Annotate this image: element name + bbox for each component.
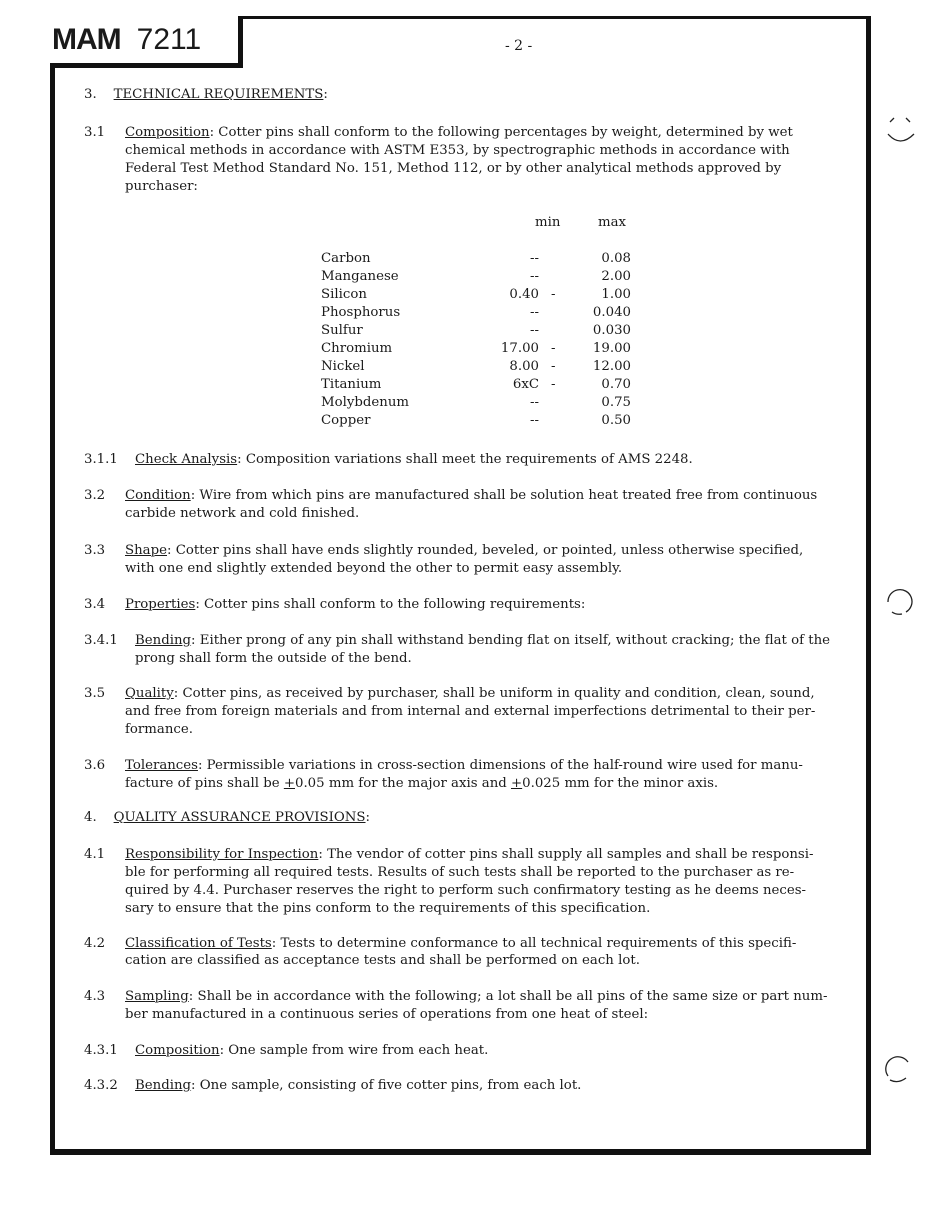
min-value: --: [530, 251, 539, 266]
min-value: --: [530, 323, 539, 338]
table-row: [321, 412, 641, 430]
punch-hole-icon: [880, 1048, 916, 1088]
max-value: 0.75: [601, 395, 631, 410]
paragraph-text: : Shall be in accordance with the following; a lot shall be all pins of the same size or part num-: [188, 989, 828, 1004]
min-value: --: [530, 305, 539, 320]
table-header-max: max: [598, 215, 627, 230]
section-3-5-num: 3.5: [84, 686, 106, 701]
element-name: Titanium: [321, 377, 382, 392]
section-title: Bending: [135, 1078, 192, 1093]
section-title: Shape: [125, 543, 167, 558]
section-title: QUALITY ASSURANCE PROVISIONS: [113, 810, 366, 825]
element-name: Silicon: [321, 287, 367, 302]
punch-hole-icon: [884, 108, 920, 152]
paragraph-text: 0.025 mm for the minor axis.: [522, 776, 719, 791]
section-3-6-line1: [125, 757, 803, 775]
paragraph-text: : The vendor of cotter pins shall supply all samples and shall be responsi-: [318, 847, 814, 862]
max-value: 19.00: [592, 341, 631, 356]
element-name: Sulfur: [321, 323, 363, 338]
section-4-3-num: 4.3: [84, 989, 106, 1004]
max-value: 2.00: [601, 269, 631, 284]
element-name: Carbon: [321, 251, 371, 266]
paragraph-text: : Cotter pins shall conform to the following percentages by weight, determined by wet: [209, 125, 793, 140]
section-4-1-line2: ble for performing all required tests. Results of such tests shall be reported to the purchaser as re-: [125, 865, 795, 880]
paragraph-text: : Tests to determine conformance to all technical requirements of this specifi-: [271, 936, 797, 951]
table-row: [321, 358, 641, 376]
section-3-2-line1: [125, 487, 817, 505]
section-3-2-num: 3.2: [84, 488, 106, 503]
section-3-1-line1: [125, 124, 793, 142]
min-value: 6xC: [512, 377, 539, 392]
table-row: [321, 268, 641, 286]
table-header-min: min: [535, 215, 561, 230]
section-3-4-num: 3.4: [84, 597, 106, 612]
section-4-3-1-num: 4.3.1: [84, 1043, 118, 1058]
section-3-5-line2: and free from foreign materials and from internal and external imperfections detrimental to their per-: [125, 704, 816, 719]
section-4-2-line1: [125, 935, 796, 953]
range-dash: -: [551, 341, 556, 356]
paragraph-text: : Cotter pins, as received by purchaser, shall be uniform in quality and condition, clean, sound,: [173, 686, 815, 701]
section-3-4-line1: [125, 596, 585, 614]
min-value: --: [530, 395, 539, 410]
section-3-1-1-line1: [135, 451, 693, 469]
section-number: 3.: [84, 87, 97, 102]
section-3-1-num: 3.1: [84, 125, 106, 140]
plus-minus-sign: +: [511, 776, 523, 791]
table-row: [321, 376, 641, 394]
section-number: 4.: [84, 810, 97, 825]
table-row: [321, 286, 641, 304]
section-title: Properties: [125, 597, 196, 612]
max-value: 1.00: [601, 287, 631, 302]
section-4-1-line3: quired by 4.4. Purchaser reserves the right to perform such confirmatory testing as he deems neces-: [125, 883, 807, 898]
table-row: [321, 394, 641, 412]
min-value: 0.40: [509, 287, 539, 302]
section-colon: :: [365, 810, 370, 825]
section-title: Condition: [125, 488, 191, 503]
element-name: Phosphorus: [321, 305, 401, 320]
paragraph-text: : Either prong of any pin shall withstand bending flat on itself, without cracking; the flat of the: [191, 633, 831, 648]
paragraph-text: : One sample, consisting of five cotter pins, from each lot.: [191, 1078, 582, 1093]
section-3-3-line2: with one end slightly extended beyond the other to permit easy assembly.: [125, 561, 623, 576]
document-number-box: [50, 16, 243, 68]
punch-hole-icon: [882, 582, 918, 622]
section-4-3-2-num: 4.3.2: [84, 1078, 118, 1093]
paragraph-text: : Cotter pins shall have ends slightly rounded, beveled, or pointed, unless otherwise specified,: [166, 543, 804, 558]
section-4-3-2-line1: [135, 1077, 581, 1095]
section-title: Check Analysis: [135, 452, 238, 467]
table-row: [321, 304, 641, 322]
section-3-4-1-num: 3.4.1: [84, 633, 118, 648]
section-3-5-line1: [125, 685, 815, 703]
min-value: 17.00: [500, 341, 539, 356]
section-4-1-line4: sary to ensure that the pins conform to the requirements of this specification.: [125, 901, 651, 916]
max-value: 0.50: [601, 413, 631, 428]
element-name: Chromium: [321, 341, 393, 356]
section-3-6-line2: [125, 775, 718, 793]
max-value: 12.00: [592, 359, 631, 374]
section-3-1-line3: Federal Test Method Standard No. 151, Method 112, or by other analytical methods approved by: [125, 161, 782, 176]
range-dash: -: [551, 377, 556, 392]
min-value: --: [530, 413, 539, 428]
table-row: [321, 250, 641, 268]
paragraph-text: facture of pins shall be: [125, 776, 284, 791]
section-title: Classification of Tests: [125, 936, 272, 951]
range-dash: -: [551, 287, 556, 302]
section-title: Composition: [135, 1043, 220, 1058]
section-4-1-num: 4.1: [84, 847, 106, 862]
max-value: 0.08: [601, 251, 631, 266]
section-4-2-line2: cation are classified as acceptance tests and shall be performed on each lot.: [125, 953, 640, 968]
element-name: Manganese: [321, 269, 399, 284]
section-title: Composition: [125, 125, 210, 140]
section-title: Bending: [135, 633, 192, 648]
doc-prefix: MAM: [52, 23, 121, 56]
section-3-1-line4: purchaser:: [125, 179, 198, 194]
element-name: Nickel: [321, 359, 365, 374]
max-value: 0.040: [592, 305, 631, 320]
section-4-3-1-line1: [135, 1042, 488, 1060]
section-4-heading: [84, 809, 370, 827]
doc-number: 7211: [136, 23, 202, 56]
paragraph-text: : Composition variations shall meet the requirements of AMS 2248.: [237, 452, 693, 467]
paragraph-text: : One sample from wire from each heat.: [219, 1043, 489, 1058]
plus-minus-sign: +: [283, 776, 295, 791]
section-3-6-num: 3.6: [84, 758, 106, 773]
min-value: --: [530, 269, 539, 284]
section-title: Sampling: [125, 989, 189, 1004]
min-value: 8.00: [509, 359, 539, 374]
max-value: 0.70: [601, 377, 631, 392]
table-row: [321, 322, 641, 340]
section-3-1-1-num: 3.1.1: [84, 452, 118, 467]
section-title: Responsibility for Inspection: [125, 847, 319, 862]
element-name: Molybdenum: [321, 395, 410, 410]
paragraph-text: 0.05 mm for the major axis and: [295, 776, 511, 791]
element-name: Copper: [321, 413, 371, 428]
section-3-5-line3: formance.: [125, 722, 193, 737]
section-3-heading: [84, 86, 328, 104]
section-title: TECHNICAL REQUIREMENTS: [113, 87, 324, 102]
section-4-2-num: 4.2: [84, 936, 106, 951]
section-3-1-line2: chemical methods in accordance with ASTM E353, by spectrographic methods in accordance with: [125, 143, 790, 158]
section-3-2-line2: carbide network and cold finished.: [125, 506, 360, 521]
max-value: 0.030: [592, 323, 631, 338]
range-dash: -: [551, 359, 556, 374]
section-3-4-1-line2: prong shall form the outside of the bend.: [135, 651, 412, 666]
section-4-3-line1: [125, 988, 827, 1006]
paragraph-text: : Permissible variations in cross-section dimensions of the half-round wire used for manu-: [197, 758, 803, 773]
section-3-3-num: 3.3: [84, 543, 106, 558]
section-4-3-line2: ber manufactured in a continuous series of operations from one heat of steel:: [125, 1007, 649, 1022]
page-number: - 2 -: [505, 38, 533, 54]
paragraph-text: : Cotter pins shall conform to the following requirements:: [195, 597, 586, 612]
section-4-1-line1: [125, 846, 814, 864]
section-3-4-1-line1: [135, 632, 830, 650]
section-title: Tolerances: [125, 758, 198, 773]
paragraph-text: : Wire from which pins are manufactured shall be solution heat treated free from continuous: [190, 488, 818, 503]
table-row: [321, 340, 641, 358]
section-colon: :: [323, 87, 328, 102]
section-title: Quality: [125, 686, 174, 701]
section-3-3-line1: [125, 542, 803, 560]
